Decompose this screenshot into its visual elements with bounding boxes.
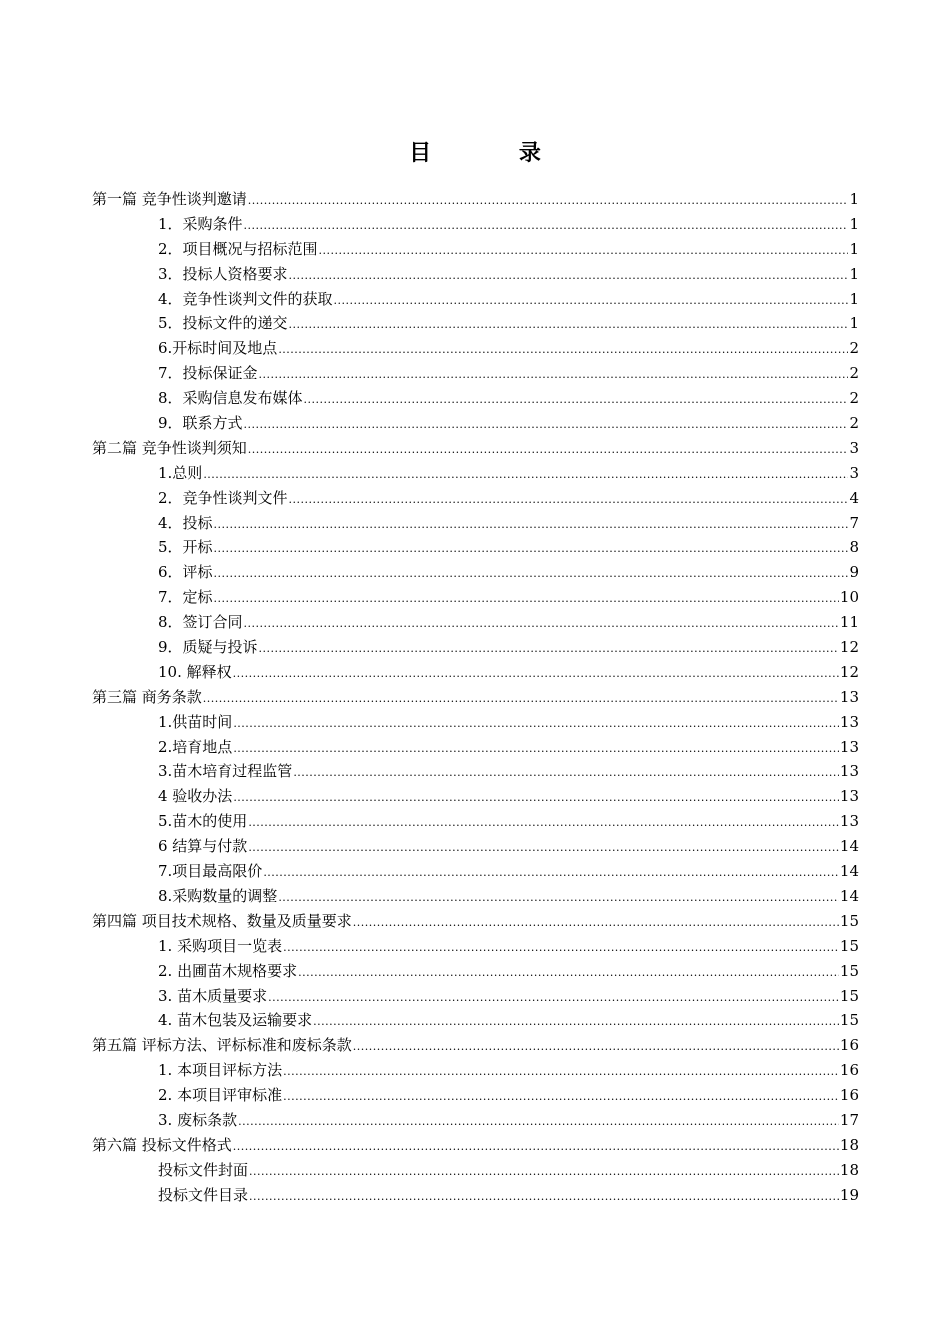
toc-dot-leader — [233, 737, 839, 762]
toc-section-entry[interactable] — [92, 1058, 859, 1083]
toc-entry-label: 第一篇 竞争性谈判邀请 — [92, 190, 247, 208]
toc-entry-label: 9．质疑与投诉 — [158, 638, 258, 657]
toc-dot-leader — [283, 1085, 839, 1110]
table-of-contents — [92, 187, 859, 1208]
toc-entry-page-number: 16 — [839, 1061, 859, 1080]
toc-entry-page-number: 17 — [839, 1110, 859, 1129]
toc-entry-label: 投标文件目录 — [158, 1185, 249, 1204]
toc-entry-label: 2.培育地点 — [158, 737, 233, 756]
toc-entry-page-number: 12 — [839, 638, 859, 657]
toc-entry-page-number: 11 — [839, 613, 859, 632]
toc-section-entry[interactable] — [92, 1108, 859, 1133]
toc-section-entry[interactable] — [92, 511, 859, 536]
toc-section-entry[interactable] — [92, 934, 859, 959]
toc-section-entry[interactable] — [92, 959, 859, 984]
toc-dot-leader — [249, 1160, 839, 1185]
toc-entry-label: 1.总则 — [158, 463, 203, 482]
toc-entry-page-number: 13 — [839, 812, 859, 831]
toc-dot-leader — [244, 413, 849, 438]
toc-entry-page-number: 2 — [849, 339, 859, 358]
toc-entry-page-number: 3 — [849, 463, 859, 482]
toc-entry-label: 投标文件封面 — [158, 1160, 249, 1179]
toc-entry-label: 第五篇 评标方法、评标标准和废标条款 — [92, 1036, 352, 1055]
toc-entry-page-number: 13 — [839, 787, 859, 806]
toc-section-entry[interactable] — [92, 1008, 859, 1033]
toc-entry-label: 6．评标 — [158, 563, 213, 582]
toc-entry-label: 7.项目最高限价 — [158, 862, 263, 881]
toc-dot-leader — [289, 264, 849, 289]
toc-entry-page-number: 1 — [849, 239, 859, 258]
toc-section-entry[interactable] — [92, 262, 859, 287]
toc-entry-page-number: 15 — [839, 936, 859, 955]
toc-section-entry[interactable] — [92, 560, 859, 585]
toc-entry-page-number: 13 — [839, 687, 859, 706]
toc-section-entry[interactable] — [92, 759, 859, 784]
toc-entry-label: 8．采购信息发布媒体 — [158, 389, 303, 408]
toc-dot-leader — [233, 1135, 839, 1160]
toc-entry-page-number: 13 — [839, 762, 859, 781]
toc-entry-page-number: 1 — [849, 314, 859, 333]
toc-entry-page-number: 14 — [839, 886, 859, 905]
toc-entry-label: 第二篇 竞争性谈判须知 — [92, 438, 247, 457]
toc-dot-leader — [278, 338, 848, 363]
toc-chapter-entry[interactable] — [92, 685, 859, 710]
toc-entry-label: 2．项目概况与招标范围 — [158, 239, 318, 258]
toc-entry-label: 2. 出圃苗木规格要求 — [158, 961, 298, 980]
toc-dot-leader — [304, 388, 849, 413]
toc-entry-page-number: 13 — [839, 712, 859, 731]
toc-chapter-entry[interactable] — [92, 436, 859, 461]
toc-entry-page-number: 19 — [839, 1185, 859, 1204]
toc-dot-leader — [214, 562, 849, 587]
toc-section-entry[interactable] — [92, 486, 859, 511]
toc-entry-page-number: 2 — [849, 389, 859, 408]
toc-entry-label: 4．竞争性谈判文件的获取 — [158, 289, 333, 308]
toc-section-entry[interactable] — [92, 411, 859, 436]
toc-dot-leader — [214, 587, 839, 612]
toc-dot-leader — [214, 537, 849, 562]
toc-entry-page-number: 15 — [839, 986, 859, 1005]
toc-dot-leader — [283, 936, 839, 961]
toc-entry-label: 7．投标保证金 — [158, 364, 258, 383]
toc-dot-leader — [293, 761, 839, 786]
toc-entry-label: 第四篇 项目技术规格、数量及质量要求 — [92, 911, 352, 930]
toc-chapter-entry[interactable] — [92, 1033, 859, 1058]
toc-dot-leader — [244, 214, 849, 239]
toc-dot-leader — [248, 438, 849, 463]
toc-section-entry[interactable] — [92, 1158, 859, 1183]
toc-entry-label: 第三篇 商务条款 — [92, 687, 202, 706]
toc-entry-page-number: 2 — [849, 414, 859, 433]
toc-entry-page-number: 1 — [849, 264, 859, 283]
toc-entry-label: 10. 解释权 — [158, 662, 232, 681]
toc-entry-label: 6 结算与付款 — [158, 837, 248, 856]
toc-entry-page-number: 18 — [839, 1160, 859, 1179]
toc-dot-leader — [203, 687, 839, 712]
toc-section-entry[interactable] — [92, 1083, 859, 1108]
toc-dot-leader — [244, 612, 839, 637]
toc-entry-page-number: 1 — [849, 190, 859, 208]
toc-dot-leader — [353, 1035, 839, 1060]
toc-entry-label: 4. 苗木包装及运输要求 — [158, 1011, 313, 1030]
toc-entry-label: 5．投标文件的递交 — [158, 314, 288, 333]
toc-chapter-entry[interactable] — [92, 909, 859, 934]
toc-entry-page-number: 15 — [839, 911, 859, 930]
toc-dot-leader — [248, 811, 839, 836]
toc-entry-label: 3. 苗木质量要求 — [158, 986, 268, 1005]
toc-entry-label: 3.苗木培育过程监管 — [158, 762, 293, 781]
toc-entry-page-number: 1 — [849, 289, 859, 308]
toc-entry-page-number: 9 — [849, 563, 859, 582]
toc-dot-leader — [334, 289, 849, 314]
toc-dot-leader — [289, 313, 849, 338]
toc-entry-page-number: 4 — [849, 488, 859, 507]
toc-entry-page-number: 2 — [849, 364, 859, 383]
toc-dot-leader — [278, 886, 839, 911]
toc-entry-page-number: 14 — [839, 862, 859, 881]
toc-entry-label: 6.开标时间及地点 — [158, 339, 278, 358]
toc-dot-leader — [259, 637, 839, 662]
toc-section-entry[interactable] — [92, 660, 859, 685]
toc-dot-leader — [298, 961, 839, 986]
toc-dot-leader — [248, 189, 849, 214]
toc-dot-leader — [214, 513, 849, 538]
toc-dot-leader — [263, 861, 839, 886]
toc-dot-leader — [289, 488, 849, 513]
toc-dot-leader — [249, 1185, 839, 1210]
toc-section-entry[interactable] — [92, 535, 859, 560]
toc-entry-page-number: 15 — [839, 1011, 859, 1030]
toc-title: 目 录 — [409, 140, 581, 166]
toc-entry-label: 第六篇 投标文件格式 — [92, 1135, 232, 1154]
toc-section-entry[interactable] — [92, 361, 859, 386]
toc-entry-page-number: 13 — [839, 737, 859, 756]
toc-section-entry[interactable] — [92, 237, 859, 262]
toc-dot-leader — [203, 463, 848, 488]
toc-entry-label: 4 验收办法 — [158, 787, 233, 806]
toc-entry-label: 7．定标 — [158, 588, 213, 607]
toc-section-entry[interactable] — [92, 336, 859, 361]
toc-chapter-entry[interactable] — [92, 1133, 859, 1158]
toc-dot-leader — [313, 1010, 839, 1035]
toc-section-entry[interactable] — [92, 212, 859, 237]
toc-section-entry[interactable] — [92, 311, 859, 336]
toc-dot-leader — [233, 712, 839, 737]
toc-section-entry[interactable] — [92, 884, 859, 909]
toc-section-entry[interactable] — [92, 386, 859, 411]
toc-section-entry[interactable] — [92, 735, 859, 760]
toc-section-entry[interactable] — [92, 635, 859, 660]
toc-entry-page-number: 14 — [839, 837, 859, 856]
toc-entry-label: 5.苗木的使用 — [158, 812, 248, 831]
toc-entry-page-number: 15 — [839, 961, 859, 980]
toc-dot-leader — [233, 786, 839, 811]
toc-entry-label: 1.供苗时间 — [158, 712, 233, 731]
toc-entry-label: 2. 本项目评审标准 — [158, 1086, 283, 1105]
toc-entry-label: 3．投标人资格要求 — [158, 264, 288, 283]
toc-chapter-entry[interactable] — [92, 187, 859, 212]
toc-entry-label: 1. 采购项目一览表 — [158, 936, 283, 955]
toc-section-entry[interactable] — [92, 287, 859, 312]
toc-entry-label: 8.采购数量的调整 — [158, 886, 278, 905]
toc-entry-label: 4．投标 — [158, 513, 213, 532]
toc-section-entry[interactable] — [92, 984, 859, 1009]
toc-section-entry[interactable] — [92, 585, 859, 610]
toc-entry-page-number: 7 — [849, 513, 859, 532]
toc-section-entry[interactable] — [92, 710, 859, 735]
toc-dot-leader — [238, 1110, 839, 1135]
toc-entry-page-number: 1 — [849, 214, 859, 233]
toc-entry-label: 5．开标 — [158, 538, 213, 557]
toc-dot-leader — [248, 836, 839, 861]
toc-entry-page-number: 12 — [839, 662, 859, 681]
toc-dot-leader — [259, 363, 849, 388]
toc-entry-label: 1. 本项目评标方法 — [158, 1061, 283, 1080]
toc-entry-label: 8．签订合同 — [158, 613, 243, 632]
toc-entry-label: 3. 废标条款 — [158, 1110, 238, 1129]
toc-dot-leader — [268, 986, 839, 1011]
toc-section-entry[interactable] — [92, 461, 859, 486]
toc-entry-page-number: 16 — [839, 1036, 859, 1055]
toc-entry-page-number: 10 — [839, 588, 859, 607]
toc-entry-page-number: 3 — [849, 438, 859, 457]
toc-entry-label: 2．竞争性谈判文件 — [158, 488, 288, 507]
toc-entry-page-number: 8 — [849, 538, 859, 557]
toc-entry-label: 1．采购条件 — [158, 214, 243, 233]
toc-section-entry[interactable] — [92, 834, 859, 859]
toc-section-entry[interactable] — [92, 784, 859, 809]
toc-entry-page-number: 16 — [839, 1086, 859, 1105]
toc-dot-leader — [283, 1060, 839, 1085]
toc-dot-leader — [353, 911, 839, 936]
toc-dot-leader — [233, 662, 839, 687]
toc-entry-label: 9．联系方式 — [158, 414, 243, 433]
toc-section-entry[interactable] — [92, 1183, 859, 1208]
toc-dot-leader — [319, 239, 849, 264]
toc-section-entry[interactable] — [92, 610, 859, 635]
toc-section-entry[interactable] — [92, 809, 859, 834]
toc-entry-page-number: 18 — [839, 1135, 859, 1154]
toc-section-entry[interactable] — [92, 859, 859, 884]
